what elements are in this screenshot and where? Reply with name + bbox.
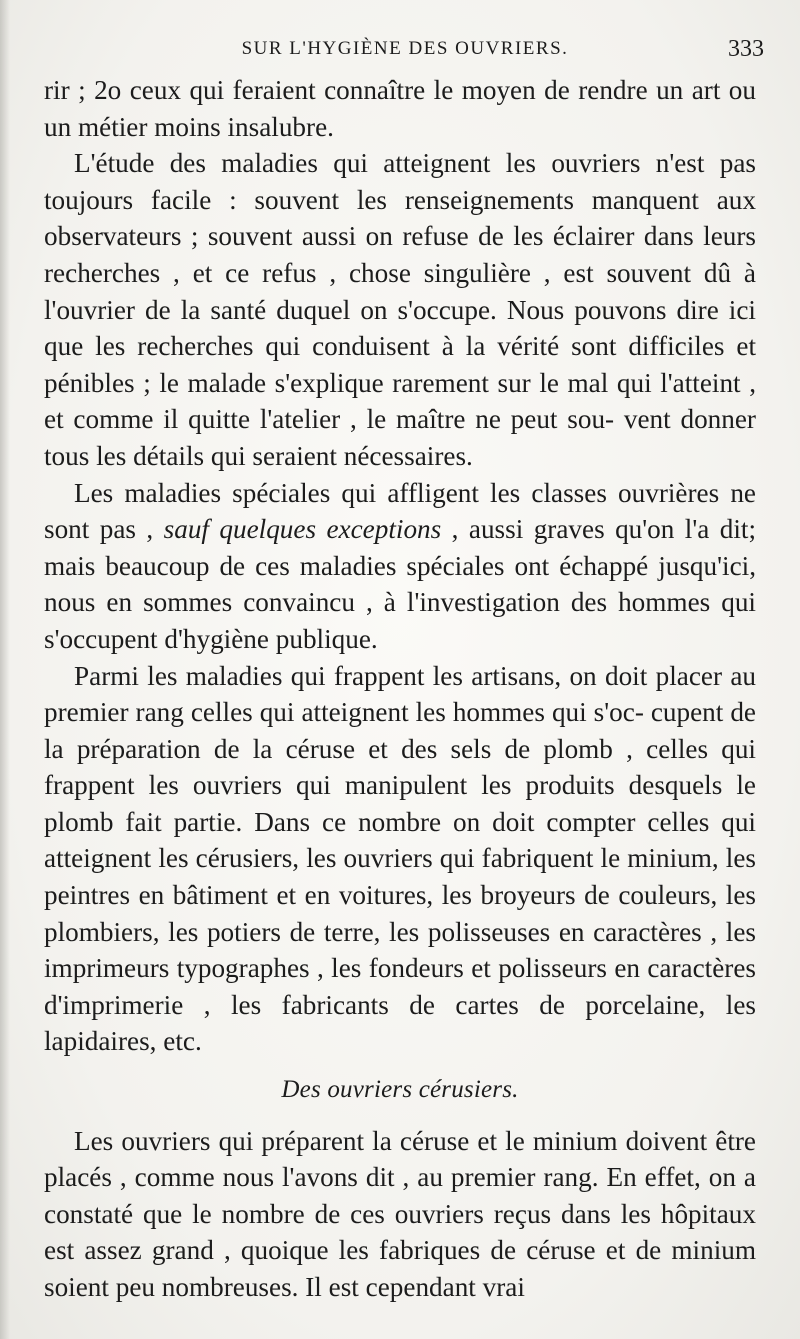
paragraph-continuation: rir ; 2o ceux qui feraient connaître le moyen de rendre un art ou un métier moins insalubre.	[44, 75, 756, 142]
body-text	[44, 72, 756, 1306]
page-binding-shadow	[0, 0, 10, 1339]
paragraph: Les ouvriers qui préparent la céruse et le minium doivent être placés , comme nous l'avons dit , au premier rang. En effet, on a constaté que le nombre de ces ouvriers reçus dans les hôpitaux est assez grand , quoique les fabriques de céruse et de minium soient peu nombreuses. Il est cependant vrai	[44, 1125, 756, 1302]
paragraph: Parmi les maladies qui frappent les artisans, on doit placer au premier rang celles qui atteignent les hommes qui s'oc- cupent de la préparation de la céruse et des sels de plomb , celles qui frappent les ouvriers qui manipulent les produits desquels le plomb fait partie. Dans ce nombre on doit compter celles qui atteignent les cérusiers, les ouvriers qui fabriquent le minium, les peintres en bâtiment et en voitures, les broyeurs de couleurs, les plombiers, les potiers de terre, les polisseuses en caractères , les imprimeurs typographes , les fondeurs et polisseurs en caractères d'imprimerie , les fabricants de cartes de porcelaine, les lapidaires, etc.	[44, 660, 756, 1057]
text-run: , aussi graves qu'on l'a dit; mais beaucoup de ces maladies spéciales ont échappé jusqu'ici, nous en sommes convaincu , à l'investigation des hommes qui s'occupent d'hygiène publique.	[44, 514, 756, 654]
italic-emphasis: sauf quelques exceptions	[163, 514, 442, 545]
running-title: SUR L'HYGIÈNE DES OUVRIERS.	[241, 38, 569, 59]
paragraph	[44, 475, 756, 658]
paragraph: L'étude des maladies qui atteignent les ouvriers n'est pas toujours facile : souvent les renseignements manquent aux observateurs ; souvent aussi on refuse de les éclairer dans leurs recherches , et ce refus , chose singulière , est souvent dû à l'ouvrier de la santé duquel on s'occupe. Nous pouvons dire ici que les recherches qui conduisent à la vérité sont difficiles et pénibles ; le malade s'explique rarement sur le mal qui l'atteint , et comme il quitte l'atelier , le maître ne peut sou- vent donner tous les détails qui seraient nécessaires.	[44, 148, 756, 471]
page-number: 333	[728, 36, 764, 62]
text-run: Les maladies spéciales qui affligent les classes ouvrières ne sont pas ,	[44, 477, 756, 545]
page-header	[40, 34, 770, 64]
section-heading: Des ouvriers cérusiers.	[281, 1076, 519, 1104]
